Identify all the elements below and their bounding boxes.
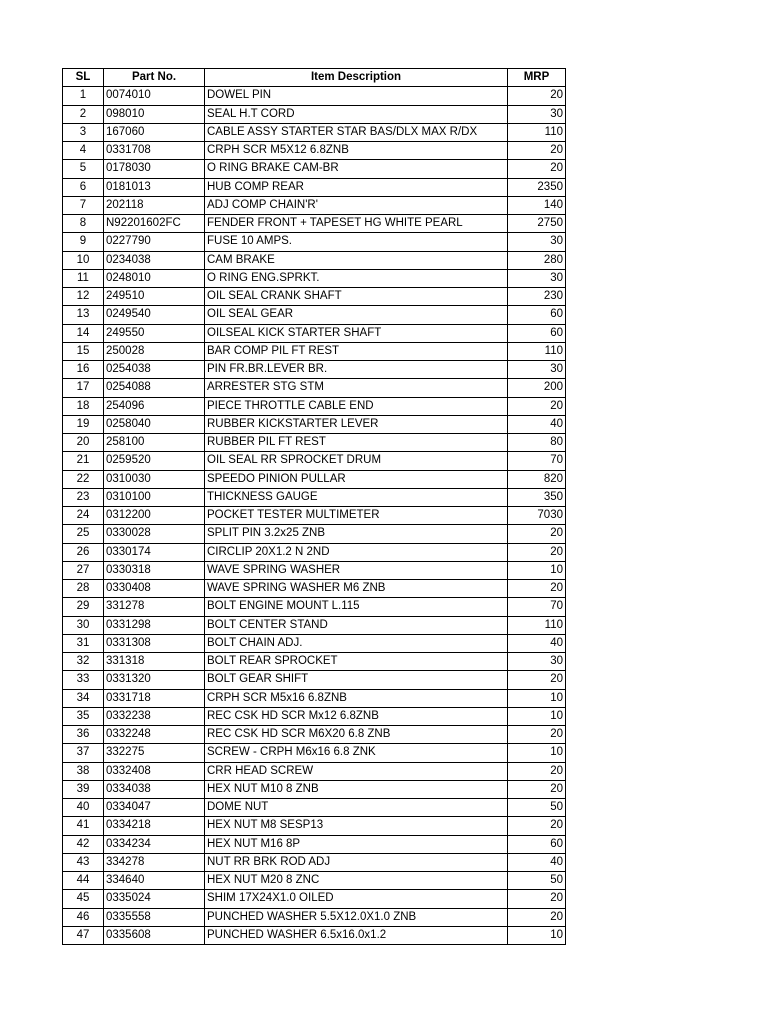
cell-item-description: SHIM 17X24X1.0 OILED	[205, 890, 508, 908]
cell-mrp: 20	[508, 580, 566, 598]
table-row	[63, 890, 566, 908]
table-row	[63, 689, 566, 707]
cell-mrp: 20	[508, 543, 566, 561]
cell-part-no: 332275	[104, 744, 205, 762]
cell-item-description: HEX NUT M20 8 ZNC	[205, 872, 508, 890]
cell-item-description: REC CSK HD SCR Mx12 6.8ZNB	[205, 707, 508, 725]
cell-sl: 25	[63, 525, 104, 543]
cell-part-no: 0335608	[104, 926, 205, 944]
cell-part-no: 0259520	[104, 452, 205, 470]
cell-sl: 28	[63, 580, 104, 598]
header-mrp: MRP	[508, 69, 566, 87]
cell-part-no: 0331708	[104, 142, 205, 160]
cell-item-description: ADJ COMP CHAIN'R'	[205, 196, 508, 214]
cell-part-no: 0332238	[104, 707, 205, 725]
table-row	[63, 780, 566, 798]
cell-mrp: 350	[508, 488, 566, 506]
cell-part-no: 0331320	[104, 671, 205, 689]
cell-sl: 1	[63, 87, 104, 105]
cell-part-no: 249550	[104, 324, 205, 342]
header-row	[63, 69, 566, 87]
cell-sl: 20	[63, 434, 104, 452]
cell-mrp: 40	[508, 415, 566, 433]
table-row	[63, 762, 566, 780]
cell-part-no: 249510	[104, 288, 205, 306]
cell-part-no: 254096	[104, 397, 205, 415]
cell-part-no: 0331718	[104, 689, 205, 707]
cell-item-description: HEX NUT M10 8 ZNB	[205, 780, 508, 798]
cell-mrp: 20	[508, 397, 566, 415]
cell-sl: 47	[63, 926, 104, 944]
table-header	[63, 69, 566, 87]
cell-mrp: 40	[508, 634, 566, 652]
cell-item-description: CAM BRAKE	[205, 251, 508, 269]
cell-item-description: OIL SEAL GEAR	[205, 306, 508, 324]
cell-sl: 26	[63, 543, 104, 561]
cell-item-description: PIN FR.BR.LEVER BR.	[205, 361, 508, 379]
cell-mrp: 20	[508, 525, 566, 543]
cell-item-description: SEAL H.T CORD	[205, 105, 508, 123]
cell-sl: 30	[63, 616, 104, 634]
table-row	[63, 470, 566, 488]
cell-mrp: 200	[508, 379, 566, 397]
cell-mrp: 230	[508, 288, 566, 306]
cell-sl: 13	[63, 306, 104, 324]
table-row	[63, 233, 566, 251]
cell-sl: 23	[63, 488, 104, 506]
cell-mrp: 50	[508, 872, 566, 890]
table-row	[63, 452, 566, 470]
cell-part-no: 334278	[104, 853, 205, 871]
cell-part-no: 202118	[104, 196, 205, 214]
cell-item-description: CRR HEAD SCREW	[205, 762, 508, 780]
cell-mrp: 20	[508, 780, 566, 798]
cell-item-description: CRPH SCR M5X12 6.8ZNB	[205, 142, 508, 160]
table-row	[63, 853, 566, 871]
table-row	[63, 671, 566, 689]
cell-sl: 36	[63, 726, 104, 744]
table-row	[63, 251, 566, 269]
cell-mrp: 10	[508, 689, 566, 707]
cell-part-no: 0234038	[104, 251, 205, 269]
table-row	[63, 397, 566, 415]
table-row	[63, 288, 566, 306]
cell-part-no: 0310030	[104, 470, 205, 488]
cell-mrp: 80	[508, 434, 566, 452]
cell-item-description: SPEEDO PINION PULLAR	[205, 470, 508, 488]
cell-sl: 29	[63, 598, 104, 616]
table-row	[63, 142, 566, 160]
cell-part-no: 167060	[104, 123, 205, 141]
cell-part-no: 0254038	[104, 361, 205, 379]
cell-sl: 18	[63, 397, 104, 415]
table-row	[63, 269, 566, 287]
cell-mrp: 70	[508, 452, 566, 470]
table-row	[63, 178, 566, 196]
cell-sl: 45	[63, 890, 104, 908]
cell-item-description: HUB COMP REAR	[205, 178, 508, 196]
table-row	[63, 926, 566, 944]
table-row	[63, 379, 566, 397]
cell-part-no: 0335024	[104, 890, 205, 908]
cell-part-no: 0178030	[104, 160, 205, 178]
table-row	[63, 507, 566, 525]
cell-mrp: 20	[508, 890, 566, 908]
table-row	[63, 525, 566, 543]
cell-sl: 11	[63, 269, 104, 287]
cell-part-no: 0330408	[104, 580, 205, 598]
cell-sl: 14	[63, 324, 104, 342]
cell-part-no: 0331298	[104, 616, 205, 634]
cell-mrp: 2750	[508, 215, 566, 233]
cell-sl: 44	[63, 872, 104, 890]
table-row	[63, 561, 566, 579]
cell-item-description: BOLT ENGINE MOUNT L.115	[205, 598, 508, 616]
cell-mrp: 50	[508, 799, 566, 817]
cell-item-description: CABLE ASSY STARTER STAR BAS/DLX MAX R/DX	[205, 123, 508, 141]
header-item-description: Item Description	[205, 69, 508, 87]
cell-item-description: PUNCHED WASHER 5.5X12.0X1.0 ZNB	[205, 908, 508, 926]
table-row	[63, 361, 566, 379]
cell-part-no: 0330174	[104, 543, 205, 561]
cell-item-description: HEX NUT M16 8P	[205, 835, 508, 853]
cell-item-description: PIECE THROTTLE CABLE END	[205, 397, 508, 415]
cell-part-no: 0227790	[104, 233, 205, 251]
cell-sl: 40	[63, 799, 104, 817]
cell-part-no: 334640	[104, 872, 205, 890]
cell-sl: 10	[63, 251, 104, 269]
table-row	[63, 488, 566, 506]
cell-part-no: 098010	[104, 105, 205, 123]
cell-part-no: 0334038	[104, 780, 205, 798]
cell-part-no: 331318	[104, 653, 205, 671]
cell-mrp: 20	[508, 762, 566, 780]
table-row	[63, 434, 566, 452]
cell-mrp: 7030	[508, 507, 566, 525]
cell-mrp: 820	[508, 470, 566, 488]
cell-mrp: 60	[508, 306, 566, 324]
cell-part-no: 0181013	[104, 178, 205, 196]
cell-part-no: 250028	[104, 342, 205, 360]
table-row	[63, 342, 566, 360]
cell-sl: 27	[63, 561, 104, 579]
cell-mrp: 280	[508, 251, 566, 269]
cell-item-description: BAR COMP PIL FT REST	[205, 342, 508, 360]
table-row	[63, 744, 566, 762]
cell-item-description: O RING ENG.SPRKT.	[205, 269, 508, 287]
table-row	[63, 598, 566, 616]
cell-sl: 33	[63, 671, 104, 689]
table-row	[63, 580, 566, 598]
cell-item-description: POCKET TESTER MULTIMETER	[205, 507, 508, 525]
cell-mrp: 60	[508, 324, 566, 342]
cell-mrp: 30	[508, 105, 566, 123]
table-row	[63, 908, 566, 926]
cell-item-description: OIL SEAL CRANK SHAFT	[205, 288, 508, 306]
cell-mrp: 110	[508, 342, 566, 360]
cell-sl: 35	[63, 707, 104, 725]
cell-item-description: CIRCLIP 20X1.2 N 2ND	[205, 543, 508, 561]
cell-mrp: 110	[508, 123, 566, 141]
table-row	[63, 306, 566, 324]
cell-item-description: O RING BRAKE CAM-BR	[205, 160, 508, 178]
cell-part-no: 0334047	[104, 799, 205, 817]
table-body	[63, 87, 566, 945]
cell-mrp: 140	[508, 196, 566, 214]
cell-sl: 6	[63, 178, 104, 196]
cell-sl: 22	[63, 470, 104, 488]
cell-mrp: 30	[508, 233, 566, 251]
cell-sl: 24	[63, 507, 104, 525]
cell-sl: 31	[63, 634, 104, 652]
cell-sl: 9	[63, 233, 104, 251]
table-row	[63, 160, 566, 178]
table-row	[63, 215, 566, 233]
cell-mrp: 10	[508, 744, 566, 762]
table-row	[63, 105, 566, 123]
cell-item-description: BOLT CHAIN ADJ.	[205, 634, 508, 652]
cell-item-description: OILSEAL KICK STARTER SHAFT	[205, 324, 508, 342]
cell-part-no: 0330318	[104, 561, 205, 579]
cell-mrp: 10	[508, 926, 566, 944]
cell-item-description: DOME NUT	[205, 799, 508, 817]
table-row	[63, 634, 566, 652]
table-row	[63, 123, 566, 141]
table-row	[63, 817, 566, 835]
cell-item-description: OIL SEAL RR SPROCKET DRUM	[205, 452, 508, 470]
table-row	[63, 835, 566, 853]
cell-item-description: THICKNESS GAUGE	[205, 488, 508, 506]
cell-sl: 39	[63, 780, 104, 798]
cell-mrp: 20	[508, 817, 566, 835]
cell-part-no: 0310100	[104, 488, 205, 506]
cell-mrp: 10	[508, 707, 566, 725]
cell-item-description: RUBBER KICKSTARTER LEVER	[205, 415, 508, 433]
cell-part-no: 0335558	[104, 908, 205, 926]
cell-item-description: BOLT GEAR SHIFT	[205, 671, 508, 689]
cell-sl: 41	[63, 817, 104, 835]
cell-mrp: 20	[508, 671, 566, 689]
cell-part-no: 0248010	[104, 269, 205, 287]
cell-sl: 32	[63, 653, 104, 671]
header-sl: SL	[63, 69, 104, 87]
cell-item-description: CRPH SCR M5x16 6.8ZNB	[205, 689, 508, 707]
cell-part-no: 0312200	[104, 507, 205, 525]
cell-part-no: 0254088	[104, 379, 205, 397]
cell-mrp: 20	[508, 726, 566, 744]
cell-mrp: 10	[508, 561, 566, 579]
cell-item-description: HEX NUT M8 SESP13	[205, 817, 508, 835]
table-row	[63, 707, 566, 725]
cell-part-no: 0249540	[104, 306, 205, 324]
cell-sl: 4	[63, 142, 104, 160]
cell-part-no: 0334234	[104, 835, 205, 853]
cell-sl: 38	[63, 762, 104, 780]
cell-sl: 12	[63, 288, 104, 306]
cell-mrp: 110	[508, 616, 566, 634]
cell-part-no: 0258040	[104, 415, 205, 433]
cell-mrp: 20	[508, 908, 566, 926]
table-row	[63, 726, 566, 744]
cell-mrp: 2350	[508, 178, 566, 196]
cell-part-no: N92201602FC	[104, 215, 205, 233]
cell-sl: 37	[63, 744, 104, 762]
cell-item-description: PUNCHED WASHER 6.5x16.0x1.2	[205, 926, 508, 944]
cell-sl: 43	[63, 853, 104, 871]
cell-sl: 21	[63, 452, 104, 470]
cell-sl: 15	[63, 342, 104, 360]
cell-item-description: FENDER FRONT + TAPESET HG WHITE PEARL	[205, 215, 508, 233]
parts-price-table	[62, 68, 566, 945]
cell-mrp: 60	[508, 835, 566, 853]
cell-sl: 5	[63, 160, 104, 178]
cell-item-description: BOLT REAR SPROCKET	[205, 653, 508, 671]
cell-item-description: FUSE 10 AMPS.	[205, 233, 508, 251]
table-row	[63, 872, 566, 890]
header-part-no: Part No.	[104, 69, 205, 87]
cell-sl: 42	[63, 835, 104, 853]
cell-item-description: NUT RR BRK ROD ADJ	[205, 853, 508, 871]
cell-item-description: SPLIT PIN 3.2x25 ZNB	[205, 525, 508, 543]
table-row	[63, 543, 566, 561]
cell-part-no: 0332248	[104, 726, 205, 744]
cell-item-description: WAVE SPRING WASHER	[205, 561, 508, 579]
table-row	[63, 799, 566, 817]
cell-sl: 2	[63, 105, 104, 123]
cell-sl: 16	[63, 361, 104, 379]
cell-part-no: 331278	[104, 598, 205, 616]
cell-part-no: 0330028	[104, 525, 205, 543]
cell-item-description: DOWEL PIN	[205, 87, 508, 105]
cell-sl: 46	[63, 908, 104, 926]
table-row	[63, 87, 566, 105]
cell-item-description: REC CSK HD SCR M6X20 6.8 ZNB	[205, 726, 508, 744]
cell-part-no: 0331308	[104, 634, 205, 652]
cell-mrp: 30	[508, 653, 566, 671]
cell-part-no: 0332408	[104, 762, 205, 780]
table-row	[63, 324, 566, 342]
cell-item-description: BOLT CENTER STAND	[205, 616, 508, 634]
cell-item-description: WAVE SPRING WASHER M6 ZNB	[205, 580, 508, 598]
cell-mrp: 70	[508, 598, 566, 616]
table-row	[63, 415, 566, 433]
cell-sl: 7	[63, 196, 104, 214]
cell-part-no: 258100	[104, 434, 205, 452]
cell-mrp: 20	[508, 87, 566, 105]
table-row	[63, 616, 566, 634]
cell-part-no: 0074010	[104, 87, 205, 105]
cell-mrp: 20	[508, 160, 566, 178]
table-row	[63, 653, 566, 671]
cell-mrp: 40	[508, 853, 566, 871]
cell-mrp: 30	[508, 361, 566, 379]
table-row	[63, 196, 566, 214]
cell-sl: 17	[63, 379, 104, 397]
cell-mrp: 30	[508, 269, 566, 287]
cell-sl: 19	[63, 415, 104, 433]
cell-sl: 3	[63, 123, 104, 141]
cell-item-description: RUBBER PIL FT REST	[205, 434, 508, 452]
cell-sl: 8	[63, 215, 104, 233]
cell-item-description: ARRESTER STG STM	[205, 379, 508, 397]
cell-part-no: 0334218	[104, 817, 205, 835]
cell-mrp: 20	[508, 142, 566, 160]
cell-item-description: SCREW - CRPH M6x16 6.8 ZNK	[205, 744, 508, 762]
cell-sl: 34	[63, 689, 104, 707]
